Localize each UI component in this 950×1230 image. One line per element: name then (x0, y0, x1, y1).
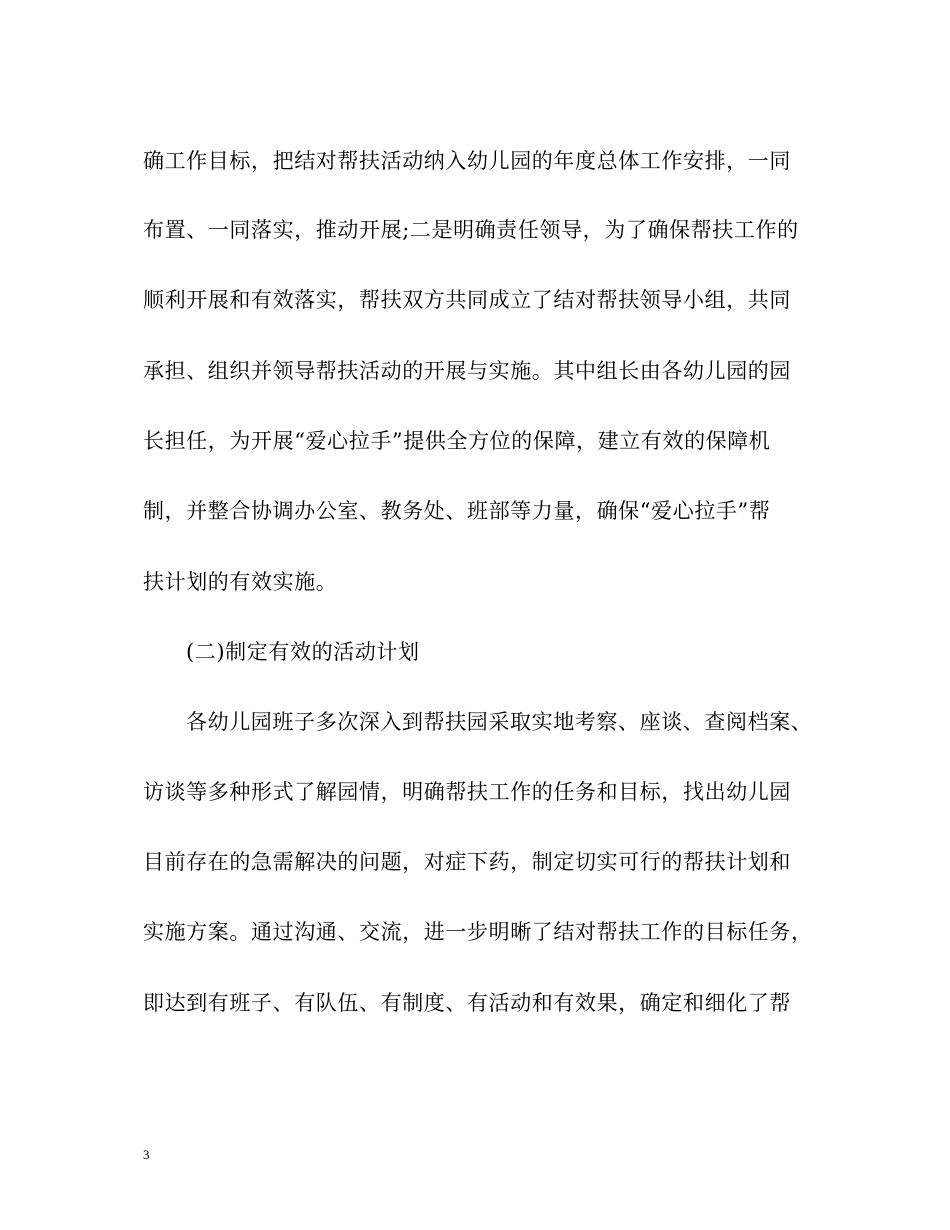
text-line: 目前存在的急需解决的问题，对症下药，制定切实可行的帮扶计划和 (143, 850, 791, 874)
page-number: 3 (143, 1147, 150, 1162)
text-line: 承担、组织并领导帮扶活动的开展与实施。其中组长由各幼儿园的园 (143, 359, 791, 383)
text-line: 确工作目标，把结对帮扶活动纳入幼儿园的年度总体工作安排，一同 (143, 149, 791, 173)
text-line: 布置、一同落实，推动开展;二是明确责任领导，为了确保帮扶工作的 (143, 218, 799, 242)
text-line: 长担任，为开展“爱心拉手”提供全方位的保障，建立有效的保障机 (143, 429, 771, 453)
text-line: 制，并整合协调办公室、教务处、班部等力量，确保“爱心拉手”帮 (143, 499, 771, 523)
text-line: 顺利开展和有效落实，帮扶双方共同成立了结对帮扶领导小组，共同 (143, 288, 791, 312)
section-heading: (二)制定有效的活动计划 (186, 640, 420, 664)
text-line: 各幼儿园班子多次深入到帮扶园采取实地考察、座谈、查阅档案、 (186, 710, 813, 734)
text-line: 即达到有班子、有队伍、有制度、有活动和有效果，确定和细化了帮 (143, 991, 791, 1015)
text-line: 访谈等多种形式了解园情，明确帮扶工作的任务和目标，找出幼儿园 (143, 780, 791, 804)
text-line: 实施方案。通过沟通、交流，进一步明晰了结对帮扶工作的目标任务， (143, 920, 813, 944)
text-line: 扶计划的有效实施。 (143, 570, 338, 594)
